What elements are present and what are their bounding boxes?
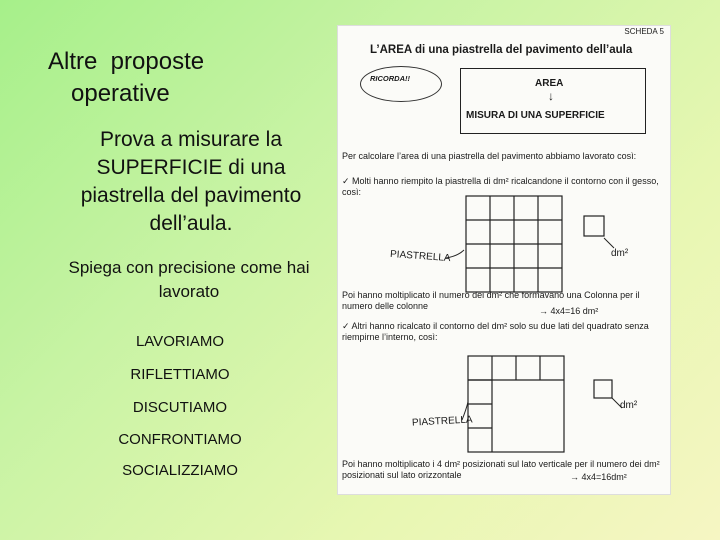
sheet-method-2: ✓ Altri hanno ricalcato il contorno del dm² solo su due lati del quadrato senza riempirne l’interno, così: (342, 321, 649, 342)
down-arrow-icon: ↓ (548, 89, 554, 103)
tile-grid-filled (466, 196, 562, 292)
sheet-intro: Per calcolare l’area di una piastrella del pavimento abbiamo lavorato così: (342, 151, 637, 161)
ricorda-label: RICORDA!! (370, 74, 410, 83)
verb-riflettiamo: RIFLETTIAMO (130, 366, 230, 383)
verb-lavoriamo: LAVORIAMO (135, 333, 225, 350)
verb-discutiamo: DISCUTIAMO (132, 399, 228, 416)
sheet-calc-1: → 4x4=16 dm² (539, 306, 599, 316)
explain-text: Spiega con precisione come hai lavorato (68, 258, 310, 301)
dm2-label-1: dm² (611, 248, 629, 259)
slide-title (48, 46, 204, 110)
piastrella-label-1: PIASTRELLA (389, 248, 451, 265)
tile-grid-edges (468, 356, 564, 452)
sheet-title: L’AREA di una piastrella del pavimento dell’aula (370, 44, 633, 56)
sheet-corner-label: SCHEDA 5 (624, 27, 664, 36)
sheet-multiply-2: Poi hanno moltiplicato i 4 dm² posizionati sul lato verticale per il numero dei dm² posizionati sul lato orizzontale (342, 459, 660, 480)
ricorda-bubble (360, 66, 442, 102)
verb-confrontiamo: CONFRONTIAMO (118, 431, 242, 448)
verb-socializziamo: SOCIALIZZIAMO (122, 462, 238, 479)
area-label: AREA (535, 78, 564, 89)
piastrella-label-2: PIASTRELLA (411, 414, 473, 429)
sheet-multiply-1: Poi hanno moltiplicato il numero dei dm² che formavano una Colonna per il numero delle colonne (342, 290, 640, 311)
worksheet-scan (338, 26, 670, 494)
dm2-label-2: dm² (620, 400, 638, 411)
title-line-2: operative (71, 80, 170, 107)
dm2-square-2 (594, 380, 612, 398)
sheet-calc-2: → 4x4=16dm² (570, 472, 627, 482)
title-line-1: Altre proposte (48, 48, 205, 75)
dm2-square-1 (584, 216, 604, 236)
misura-label: MISURA DI UNA SUPERFICIE (466, 110, 605, 121)
task-text: Prova a misurare la SUPERFICIE di una piastrella del pavimento dell’aula. (80, 128, 302, 235)
dm2-pointer-1 (604, 238, 614, 248)
sheet-method-1: ✓ Molti hanno riempito la piastrella di dm² ricalcandone il contorno con il gesso, così: (342, 176, 659, 197)
